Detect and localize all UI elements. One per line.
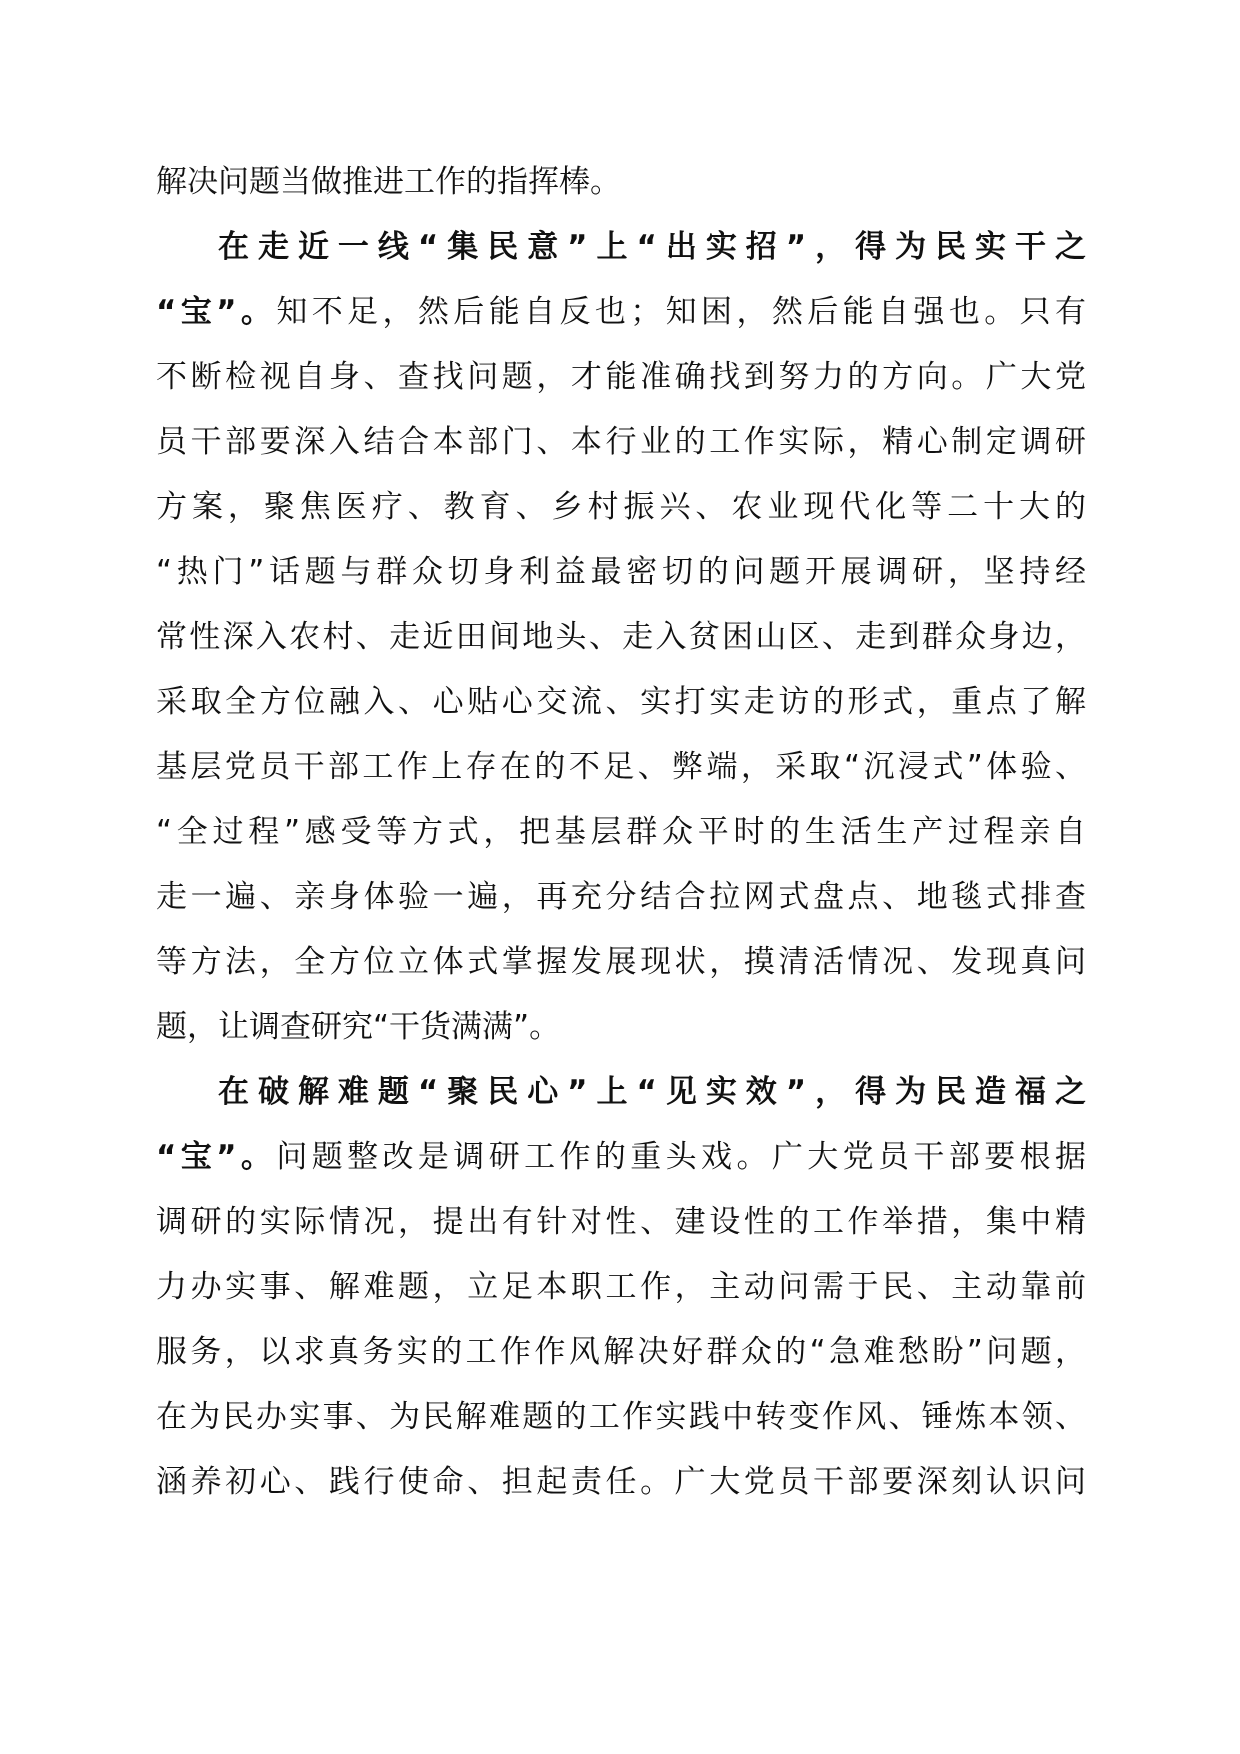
paragraph-line: 题，让调查研究“干货满满”。 <box>156 1009 561 1045</box>
paragraph-line: 调研的实际情况，提出有针对性、建设性的工作举措，集中精 <box>156 1204 1086 1240</box>
paragraph-line <box>156 1125 1086 1190</box>
paragraph-line: 走一遍、亲身体验一遍，再充分结合拉网式盘点、地毯式排查 <box>156 879 1086 915</box>
paragraph-text: 问题整改是调研工作的重头戏。广大党员干部要根据 <box>276 1139 1086 1175</box>
paragraph-line <box>156 280 1086 345</box>
paragraph-text: 知不足，然后能自反也；知困，然后能自强也。只有 <box>276 294 1086 330</box>
paragraph-line: 服务，以求真务实的工作作风解决好群众的“急难愁盼”问题， <box>156 1334 1086 1370</box>
section-heading: 在破解难题“聚民心”上“见实效”，得为民造福之 <box>218 1074 1086 1110</box>
paragraph-line: 力办实事、解难题，立足本职工作，主动问需于民、主动靠前 <box>156 1269 1086 1305</box>
paragraph-line: “热门”话题与群众切身利益最密切的问题开展调研，坚持经 <box>156 554 1086 590</box>
paragraph-line: 采取全方位融入、心贴心交流、实打实走访的形式，重点了解 <box>156 684 1086 720</box>
paragraph-line: 涵养初心、践行使命、担起责任。广大党员干部要深刻认识问 <box>156 1464 1086 1500</box>
section-heading-tail: “宝”。 <box>156 294 277 330</box>
paragraph-line: 等方法，全方位立体式掌握发展现状，摸清活情况、发现真问 <box>156 944 1086 980</box>
document-body <box>156 150 1086 1515</box>
paragraph-line: 不断检视自身、查找问题，才能准确找到努力的方向。广大党 <box>156 359 1086 395</box>
paragraph-line: 在为民办实事、为民解难题的工作实践中转变作风、锤炼本领、 <box>156 1399 1086 1435</box>
paragraph-line: 常性深入农村、走近田间地头、走入贫困山区、走到群众身边， <box>156 619 1086 655</box>
paragraph-line: 基层党员干部工作上存在的不足、弊端，采取“沉浸式”体验、 <box>156 749 1086 785</box>
section-heading-tail: “宝”。 <box>156 1139 277 1175</box>
paragraph-line: 方案，聚焦医疗、教育、乡村振兴、农业现代化等二十大的 <box>156 489 1086 525</box>
paragraph-line: 解决问题当做推进工作的指挥棒。 <box>156 164 621 200</box>
paragraph-line: “全过程”感受等方式，把基层群众平时的生活生产过程亲自 <box>156 814 1086 850</box>
section-heading: 在走近一线“集民意”上“出实招”，得为民实干之 <box>218 229 1086 265</box>
paragraph-line: 员干部要深入结合本部门、本行业的工作实际，精心制定调研 <box>156 424 1086 460</box>
